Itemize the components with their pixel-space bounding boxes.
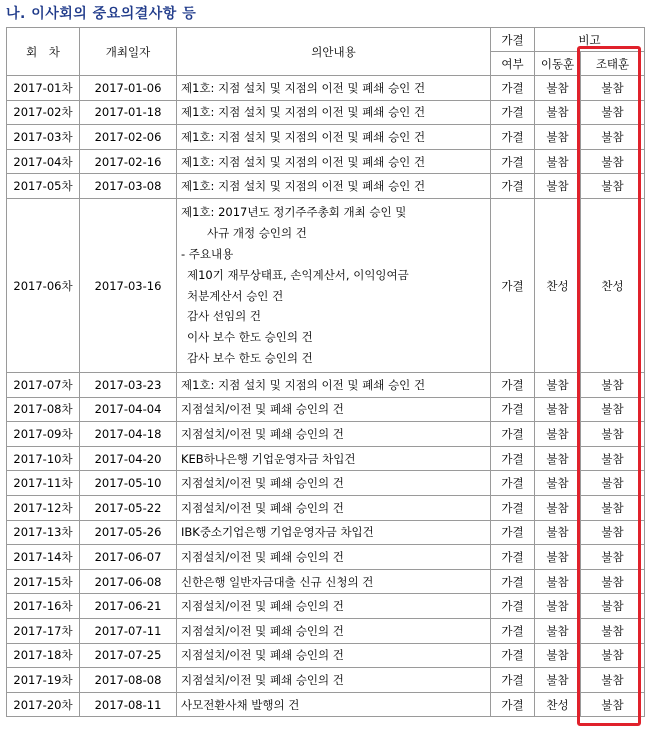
result-cell: 가결: [491, 496, 535, 521]
date-cell: 2017-03-23: [80, 373, 177, 398]
agenda-cell: 제1호: 지점 설치 및 지점의 이전 및 폐쇄 승인 건: [177, 174, 491, 199]
agenda-cell-multiline: [177, 198, 491, 372]
table-row: [7, 520, 645, 545]
table-row: [7, 594, 645, 619]
director1-cell: 찬성: [535, 692, 581, 717]
agenda-cell: 지점설치/이전 및 폐쇄 승인의 건: [177, 643, 491, 668]
director2-cell: 불참: [581, 594, 645, 619]
director1-cell: 불참: [535, 76, 581, 101]
director2-cell: 불참: [581, 397, 645, 422]
table-row: [7, 397, 645, 422]
session-cell: 2017-12차: [7, 496, 80, 521]
header-director1: 이동훈: [535, 52, 581, 76]
director2-cell: 불참: [581, 496, 645, 521]
header-approval-line1: 가결: [491, 28, 535, 52]
agenda-cell: 지점설치/이전 및 폐쇄 승인의 건: [177, 471, 491, 496]
director1-cell: 불참: [535, 520, 581, 545]
director1-cell: 불참: [535, 125, 581, 150]
result-cell: 가결: [491, 569, 535, 594]
agenda-cell: 제1호: 지점 설치 및 지점의 이전 및 폐쇄 승인 건: [177, 149, 491, 174]
result-cell: 가결: [491, 149, 535, 174]
table-body-after: [7, 373, 645, 717]
table-row: [7, 174, 645, 199]
director1-cell: 불참: [535, 545, 581, 570]
result-cell: 가결: [491, 643, 535, 668]
table-row: [7, 471, 645, 496]
agenda-cell: 지점설치/이전 및 폐쇄 승인의 건: [177, 496, 491, 521]
director1-cell: 불참: [535, 569, 581, 594]
table-row: [7, 446, 645, 471]
table-body-before: [7, 76, 645, 199]
result-cell: 가결: [491, 174, 535, 199]
director1-cell: 불참: [535, 594, 581, 619]
date-cell: 2017-08-08: [80, 668, 177, 693]
director2-cell: 불참: [581, 100, 645, 125]
director1-cell: 불참: [535, 100, 581, 125]
date-cell: 2017-02-06: [80, 125, 177, 150]
result-cell: 가결: [491, 373, 535, 398]
agenda-cell: 신한은행 일반자금대출 신규 신청의 건: [177, 569, 491, 594]
date-cell: 2017-07-25: [80, 643, 177, 668]
session-cell: 2017-17차: [7, 619, 80, 644]
director2-cell: 불참: [581, 422, 645, 447]
agenda-cell: 지점설치/이전 및 폐쇄 승인의 건: [177, 545, 491, 570]
table-row: [7, 422, 645, 447]
agenda-line: 감사 보수 한도 승인의 건: [187, 351, 313, 366]
result-cell: 가결: [491, 692, 535, 717]
session-cell: 2017-08차: [7, 397, 80, 422]
session-cell: 2017-10차: [7, 446, 80, 471]
director2-cell: 찬성: [581, 198, 645, 372]
director1-cell: 불참: [535, 643, 581, 668]
table-row: [7, 149, 645, 174]
director2-cell: 불참: [581, 643, 645, 668]
director1-cell: 불참: [535, 422, 581, 447]
table-row: [7, 619, 645, 644]
section-title: 나. 이사회의 중요의결사항 등: [6, 6, 197, 22]
director2-cell: 불참: [581, 692, 645, 717]
director2-cell: 불참: [581, 569, 645, 594]
date-cell: 2017-01-18: [80, 100, 177, 125]
date-cell: 2017-03-08: [80, 174, 177, 199]
result-cell: 가결: [491, 422, 535, 447]
director2-cell: 불참: [581, 174, 645, 199]
director2-cell: 불참: [581, 373, 645, 398]
date-cell: 2017-05-22: [80, 496, 177, 521]
agenda-cell: 지점설치/이전 및 폐쇄 승인의 건: [177, 668, 491, 693]
session-cell: 2017-16차: [7, 594, 80, 619]
director2-cell: 불참: [581, 471, 645, 496]
result-cell: 가결: [491, 668, 535, 693]
agenda-cell: 지점설치/이전 및 폐쇄 승인의 건: [177, 619, 491, 644]
agenda-line: 처분계산서 승인 건: [187, 288, 284, 303]
director1-cell: 불참: [535, 397, 581, 422]
table-row: [7, 496, 645, 521]
director2-cell: 불참: [581, 545, 645, 570]
agenda-cell: 제1호: 지점 설치 및 지점의 이전 및 폐쇄 승인 건: [177, 373, 491, 398]
table-row: [7, 76, 645, 101]
director1-cell: 불참: [535, 619, 581, 644]
session-cell: 2017-09차: [7, 422, 80, 447]
board-resolutions-table: [6, 27, 645, 717]
result-cell: 가결: [491, 619, 535, 644]
director2-cell: 불참: [581, 668, 645, 693]
agenda-line: 제1호: 2017년도 정기주주총회 개최 승인 및: [181, 204, 407, 219]
agenda-line: - 주요내용: [181, 246, 234, 261]
header-date: 개최일자: [80, 28, 177, 76]
session-cell: 2017-18차: [7, 643, 80, 668]
director1-cell: 불참: [535, 471, 581, 496]
date-cell: 2017-03-16: [80, 198, 177, 372]
date-cell: 2017-06-21: [80, 594, 177, 619]
director2-cell: 불참: [581, 76, 645, 101]
date-cell: 2017-04-18: [80, 422, 177, 447]
header-director2: 조태훈: [581, 52, 645, 76]
session-cell: 2017-04차: [7, 149, 80, 174]
agenda-cell: 지점설치/이전 및 폐쇄 승인의 건: [177, 422, 491, 447]
result-cell: 가결: [491, 76, 535, 101]
session-cell: 2017-01차: [7, 76, 80, 101]
date-cell: 2017-08-11: [80, 692, 177, 717]
result-cell: 가결: [491, 594, 535, 619]
session-cell: 2017-03차: [7, 125, 80, 150]
table-row-special: [7, 198, 645, 372]
director2-cell: 불참: [581, 446, 645, 471]
date-cell: 2017-07-11: [80, 619, 177, 644]
agenda-cell: 제1호: 지점 설치 및 지점의 이전 및 폐쇄 승인 건: [177, 76, 491, 101]
session-cell: 2017-19차: [7, 668, 80, 693]
result-cell: 가결: [491, 520, 535, 545]
result-cell: 가결: [491, 397, 535, 422]
result-cell: 가결: [491, 125, 535, 150]
table-row: [7, 692, 645, 717]
session-cell: 2017-07차: [7, 373, 80, 398]
agenda-cell: 지점설치/이전 및 폐쇄 승인의 건: [177, 397, 491, 422]
director2-cell: 불참: [581, 520, 645, 545]
header-agenda: 의안내용: [177, 28, 491, 76]
table-row: [7, 569, 645, 594]
agenda-cell: IBK중소기업은행 기업운영자금 차입건: [177, 520, 491, 545]
session-cell: 2017-15차: [7, 569, 80, 594]
session-cell: 2017-11차: [7, 471, 80, 496]
agenda-line: 사규 개정 승인의 건: [207, 225, 307, 240]
table-row: [7, 643, 645, 668]
agenda-cell: 제1호: 지점 설치 및 지점의 이전 및 폐쇄 승인 건: [177, 100, 491, 125]
date-cell: 2017-01-06: [80, 76, 177, 101]
table-row: [7, 668, 645, 693]
director1-cell: 찬성: [535, 198, 581, 372]
session-cell: 2017-05차: [7, 174, 80, 199]
director1-cell: 불참: [535, 668, 581, 693]
header-approval-line2: 여부: [491, 52, 535, 76]
result-cell: 가결: [491, 198, 535, 372]
date-cell: 2017-06-08: [80, 569, 177, 594]
date-cell: 2017-05-10: [80, 471, 177, 496]
director1-cell: 불참: [535, 149, 581, 174]
date-cell: 2017-06-07: [80, 545, 177, 570]
session-cell: 2017-02차: [7, 100, 80, 125]
table-row: [7, 373, 645, 398]
director1-cell: 불참: [535, 373, 581, 398]
session-cell: 2017-14차: [7, 545, 80, 570]
header-row-1: [7, 28, 645, 52]
result-cell: 가결: [491, 545, 535, 570]
agenda-cell: KEB하나은행 기업운영자금 차입건: [177, 446, 491, 471]
result-cell: 가결: [491, 446, 535, 471]
date-cell: 2017-05-26: [80, 520, 177, 545]
director1-cell: 불참: [535, 174, 581, 199]
director1-cell: 불참: [535, 496, 581, 521]
director2-cell: 불참: [581, 619, 645, 644]
header-session: 회 차: [7, 28, 80, 76]
session-cell: 2017-06차: [7, 198, 80, 372]
agenda-line: 감사 선임의 건: [187, 309, 261, 324]
result-cell: 가결: [491, 100, 535, 125]
table-row: [7, 545, 645, 570]
director2-cell: 불참: [581, 125, 645, 150]
director2-cell: 불참: [581, 149, 645, 174]
table-body-special: [7, 198, 645, 372]
table-row: [7, 100, 645, 125]
agenda-cell: 사모전환사채 발행의 건: [177, 692, 491, 717]
result-cell: 가결: [491, 471, 535, 496]
session-cell: 2017-20차: [7, 692, 80, 717]
agenda-cell: 제1호: 지점 설치 및 지점의 이전 및 폐쇄 승인 건: [177, 125, 491, 150]
header-remarks: 비고: [535, 28, 645, 52]
agenda-cell: 지점설치/이전 및 폐쇄 승인의 건: [177, 594, 491, 619]
table-row: [7, 125, 645, 150]
agenda-line: 이사 보수 한도 승인의 건: [187, 330, 313, 345]
date-cell: 2017-02-16: [80, 149, 177, 174]
date-cell: 2017-04-04: [80, 397, 177, 422]
agenda-line: 제10기 재무상태표, 손익계산서, 이익잉여금: [187, 267, 409, 282]
date-cell: 2017-04-20: [80, 446, 177, 471]
session-cell: 2017-13차: [7, 520, 80, 545]
director1-cell: 불참: [535, 446, 581, 471]
